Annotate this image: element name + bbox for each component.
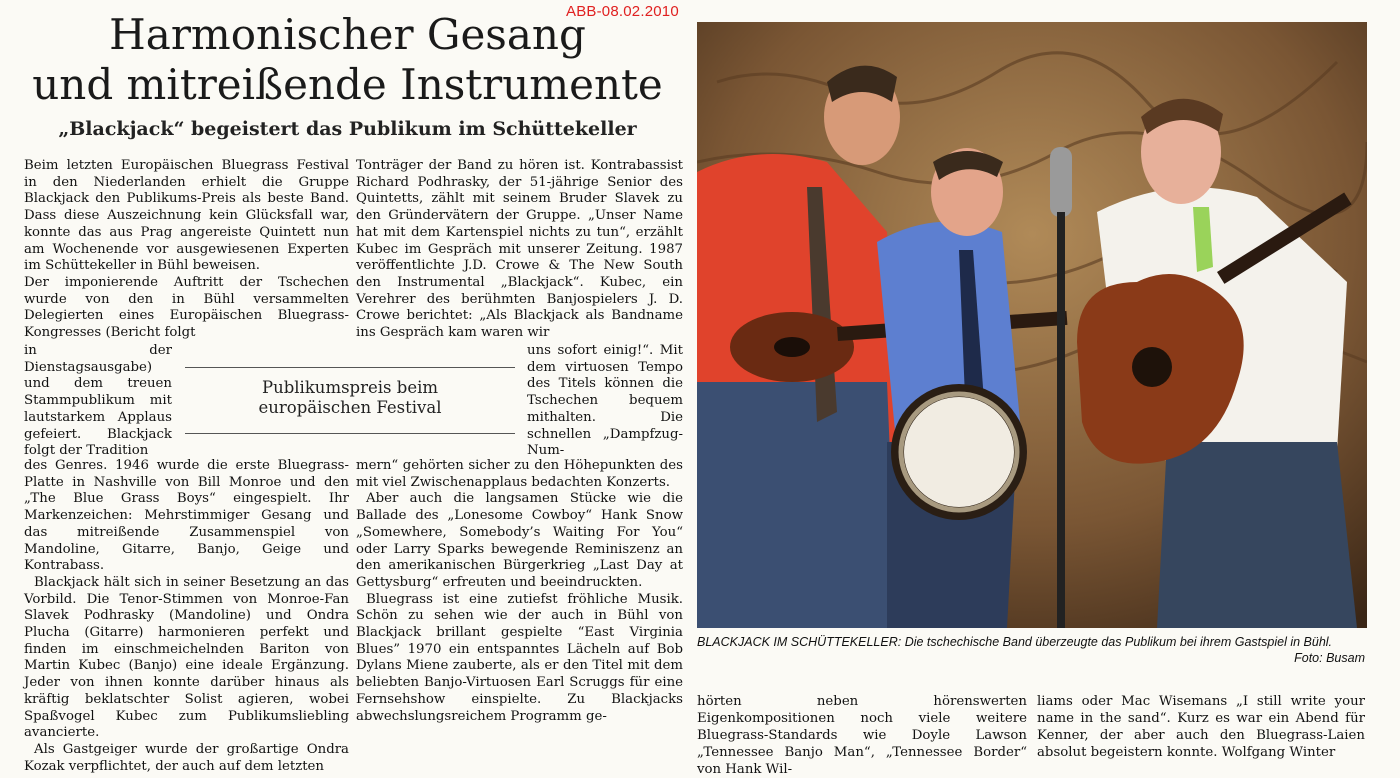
band-photo [697,22,1367,628]
intertitle-line-1: Publikumspreis beim [261,378,439,397]
article-column-1-lower [24,458,349,775]
caption-text: Die tschechische Band überzeugte das Publikum bei ihrem Gastspiel in Bühl. [904,635,1333,649]
article-bottom-column-2 [1037,693,1365,761]
article-column-2 [356,158,683,342]
photo-caption [697,634,1365,666]
paragraph: Aber auch die langsamen Stücke wie die Ballade des „Lonesome Cowboy“ Hank Snow „Somewhere, Somebody’s Waiting For You“ oder Larry Sparks bewegende Reminiszenz an den amerikanischen Bürgerkrieg „Last Day at Gettysburg“ erfreuten und beeindruckten. [356,491,683,590]
divider [185,433,515,434]
author-name: Wolfgang Winter [1221,745,1336,760]
article-column-1 [24,158,349,342]
article-column-2-lower [356,458,683,725]
paragraph: Als Gastgeiger wurde der großartige Ondra Kozak verpflichtet, der auch auf dem letzten [24,741,349,774]
photo-credit: Foto: Busam [1294,651,1365,665]
headline [0,10,695,110]
intertitle [185,378,515,418]
paragraph: mern“ gehörten sicher zu den Höhepunkten des mit viel Zwischenapplaus bedachten Konzerts. [356,458,683,490]
article-column-1-wrap: in der Dienstagsausgabe) und dem treuen Stammpublikum mit lautstarkem Applaus gefeiert. Blackjack folgt der Tradition [24,343,172,459]
article-bottom-column-1: hörten neben hörenswerten Eigenkompositionen noch viele weitere Bluegrass-Standards wie Doyle Lawson „Tennessee Banjo Man“, „Tennessee Border“ von Hank Wil- [697,694,1027,777]
band-photo-illustration [697,22,1367,628]
headline-line-1: Harmonischer Gesang [109,10,586,59]
archive-date-stamp: ABB-08.02.2010 [566,3,679,20]
article-column-2-wrap: uns sofort einig!“. Mit dem virtuosen Tempo des Titels können die Tschechen bequem mithalten. Die schnellen „Dampfzug-Num- [527,343,683,459]
subheadline: „Blackjack“ begeistert das Publikum im Schüttekeller [58,118,637,140]
paragraph: Beim letzten Europäischen Bluegrass Festival in den Niederlanden erhielt die Gruppe Blackjack den Publikums-Preis als beste Band. Dass diese Auszeichnung kein Glücksfall war, konnte das aus Prag angereiste Quintett nun am Wochenende vor ausgewiesenen Experten im Schüttekeller in Bühl beweisen. [24,158,349,274]
paragraph: des Genres. 1946 wurde die erste Bluegrass-Platte in Nashville von Bill Monroe und den „The Blue Grass Boys“ eingespielt. Ihr Markenzeichen: Mehrstimmiger Gesang und das mitreißende Zusammenspiel von Mandoline, Gitarre, Banjo, Geige und Kontrabass. [24,458,349,574]
intertitle-line-2: europäischen Festival [258,398,442,417]
paragraph: Bluegrass ist eine zutiefst fröhliche Musik. Schön zu sehen wie der auch in Bühl von Blackjack brillant gespielte “East Virginia Blues” 1970 ein entspanntes Lächeln auf Bob Dylans Miene zauberte, als er den Titel mit dem beliebten Banjo-Virtuosen Earl Scruggs für eine Fernsehshow einspielte. Zu Blackjacks abwechslungsreichem Programm ge- [356,591,683,724]
headline-line-2: und mitreißende Instrumente [32,60,663,109]
paragraph: Blackjack hält sich in seiner Besetzung an das Vorbild. Die Tenor-Stimmen von Monroe-Fan Slavek Podhrasky (Mandoline) und Ondra Plucha (Gitarre) harmonieren perfekt und finden im einschmeichelnden Bariton von Martin Kubec (Banjo) eine ideale Ergänzung. Jeder von ihnen konnte darüber hinaus als kräftig beklatschter Solist agieren, wobei Spaßvogel Kubec zum Publikumsliebling avancierte. [24,574,349,741]
paragraph: Der imponierende Auftritt der Tschechen wurde von den in Bühl versammelten Delegierten eines Europäischen Bluegrass-Kongresses (Bericht folgt [24,274,349,341]
closing-text: liams oder Mac Wisemans „I still write your name in the sand“. Kurz es war ein Abend für Kenner, der aber auch den Bluegrass-Laien absolut begeistern konnte. [1037,694,1365,760]
caption-label: BLACKJACK IM SCHÜTTEKELLER: [697,635,902,649]
paragraph: Tonträger der Band zu hören ist. Kontrabassist Richard Podhrasky, der 51-jährige Senior des Quintetts, zählt mit seinem Bruder Slavek zu den Gründervätern der Gruppe. „Unser Name hat mit dem Kartenspiel nichts zu tun“, erzählt Kubec im Gespräch mit unserer Zeitung. 1987 veröffentlichte J.D. Crowe & The New South den Instrumental „Blackjack“. Kubec, ein Verehrer des berühmten Banjospielers J. D. Crowe berichtet: „Als Blackjack als Bandname ins Gespräch kam waren wir [356,158,683,341]
divider [185,367,515,368]
intertitle-box [185,363,515,437]
